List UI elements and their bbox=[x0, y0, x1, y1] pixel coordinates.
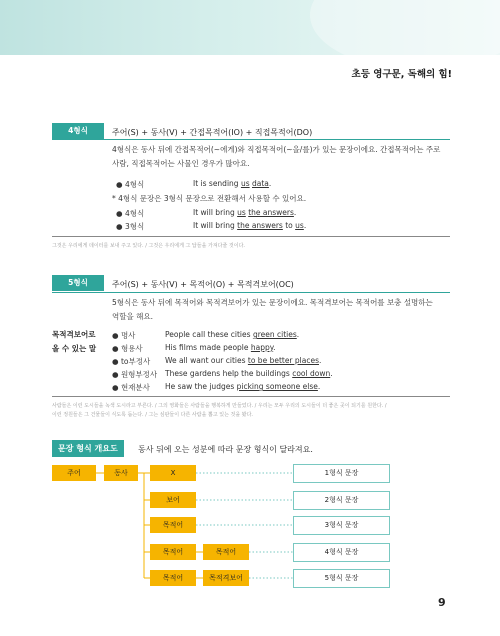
page-number: 9 bbox=[438, 596, 446, 609]
form4-ex2-sentence: It will bring us the answers. bbox=[193, 208, 297, 217]
form5-translation-2: 이런 정원들은 그 건물들이 식도록 돕는다. / 그는 심판들이 다른 사람을 뽑고 있는 것을 봤다. bbox=[52, 412, 253, 418]
box-object: 목적어 bbox=[150, 517, 196, 533]
form5-ex-label-4: ● 현재분사 bbox=[112, 383, 150, 392]
form5-side-label-1: 목적격보어로 bbox=[52, 330, 96, 339]
form5-side-label-2: 올 수 있는 말 bbox=[52, 344, 97, 353]
box-object-complement: 목적격보어 bbox=[203, 570, 249, 586]
overview-subtitle: 동사 뒤에 오는 성분에 따라 문장 형식이 달라져요. bbox=[138, 445, 313, 454]
box-x: X bbox=[150, 465, 196, 481]
form4-ex1-label: ● 4형식 bbox=[116, 180, 145, 189]
form5-ex-sentence-3: These gardens help the buildings cool down. bbox=[165, 369, 333, 378]
page-header-title: 초등 영구문, 독해의 힘! bbox=[351, 69, 452, 80]
out-form5: 5형식 문장 bbox=[293, 569, 390, 588]
form4-desc-2: 사람, 직접목적어는 사물인 경우가 많아요. bbox=[112, 159, 250, 168]
form4-convert-note: * 4형식 문장은 3형식 문장으로 전환해서 사용할 수 있어요. bbox=[112, 194, 307, 203]
form4-formula: 주어(S) + 동사(V) + 간접목적어(IO) + 직접목적어(DO) bbox=[112, 128, 313, 137]
box-subject: 주어 bbox=[52, 465, 96, 481]
form4-translation: 그것은 우리에게 데이터를 보내 주고 있다. / 그것은 우리에게 그 답들을 가져다줄 것이다. bbox=[52, 243, 245, 249]
out-form3: 3형식 문장 bbox=[293, 516, 390, 535]
form4-ex1-sentence: It is sending us data. bbox=[193, 179, 272, 188]
form5-ex-label-1: ● 형용사 bbox=[112, 344, 143, 353]
form5-badge: 5형식 bbox=[52, 275, 104, 291]
box-direct-object: 목적어 bbox=[203, 544, 249, 560]
overview-title: 문장 형식 개요도 bbox=[52, 440, 124, 457]
box-object-4: 목적어 bbox=[150, 544, 196, 560]
form5-translation-1: 사람들은 이런 도시들을 녹색 도시라고 부른다. / 그의 영화들은 사람들을 행복하게 만들었다. / 우리는 모두 우리의 도시들이 더 좋은 곳이 되기를 원한다. / bbox=[52, 403, 387, 409]
form4-ex3-sentence: It will bring the answers to us. bbox=[193, 221, 307, 230]
form4-badge: 4형식 bbox=[52, 123, 104, 139]
form4-desc-1: 4형식은 동사 뒤에 간접목적어(~에게)와 직접목적어(~을/를)가 있는 문장이에요. 간접목적어는 주로 bbox=[112, 145, 441, 154]
form5-ex-label-3: ● 원형부정사 bbox=[112, 370, 158, 379]
form5-ex-label-0: ● 명사 bbox=[112, 331, 136, 340]
form5-ex-label-2: ● to부정사 bbox=[112, 357, 151, 366]
form4-ex2-label: ● 4형식 bbox=[116, 209, 145, 218]
form5-ex-sentence-1: His films made people happy. bbox=[165, 343, 276, 352]
box-verb: 동사 bbox=[104, 465, 138, 481]
form5-ex-sentence-4: He saw the judges picking someone else. bbox=[165, 382, 321, 391]
box-complement: 보어 bbox=[150, 492, 196, 508]
out-form4: 4형식 문장 bbox=[293, 543, 390, 562]
box-object-5: 목적어 bbox=[150, 570, 196, 586]
form5-ex-sentence-2: We all want our cities to be better places. bbox=[165, 356, 322, 365]
form5-ex-sentence-0: People call these cities green cities. bbox=[165, 330, 300, 339]
form5-desc-2: 역할을 해요. bbox=[112, 312, 153, 321]
form5-formula: 주어(S) + 동사(V) + 목적어(O) + 목적격보어(OC) bbox=[112, 280, 294, 289]
out-form2: 2형식 문장 bbox=[293, 491, 390, 510]
form4-ex3-label: ● 3형식 bbox=[116, 222, 145, 231]
form5-desc-1: 5형식은 동사 뒤에 목적어와 목적격보어가 있는 문장이에요. 목적격보어는 목적어를 보충 설명하는 bbox=[112, 298, 433, 307]
out-form1: 1형식 문장 bbox=[293, 464, 390, 483]
